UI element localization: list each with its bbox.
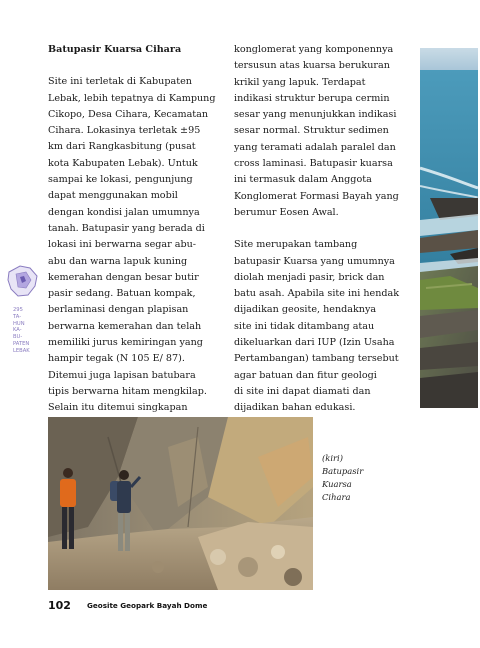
text-line: tersusun atas kuarsa berukuran <box>234 60 390 72</box>
text-line: berumur Eosen Awal. <box>234 206 339 218</box>
text-line: agar batuan dan fitur geologi <box>234 369 377 381</box>
right-paragraph-1 <box>234 42 412 221</box>
text-line: Site merupakan tambang <box>234 239 358 251</box>
edge-label-line: LEBAK <box>13 347 30 354</box>
text-line: pasir sedang. Batuan kompak, <box>48 288 196 300</box>
text-line: Ditemui juga lapisan batubara <box>48 369 196 381</box>
text-line: batupasir Kuarsa yang umumnya <box>234 255 395 267</box>
text-line: batu asah. Apabila site ini hendak <box>234 288 400 300</box>
caption-line: (kiri) <box>322 453 343 463</box>
text-line: dijadikan bahan edukasi. <box>234 402 356 414</box>
text-line: kota Kabupaten Lebak). Untuk <box>48 157 198 169</box>
text-line: konglomerat yang komponennya <box>234 44 394 55</box>
photo-caption <box>322 452 392 504</box>
text-line: Konglomerat Formasi Bayah yang <box>234 190 399 202</box>
page-number: 102 <box>48 599 71 612</box>
text-line: yang teramati adalah paralel dan <box>234 141 396 153</box>
text-line: dengan kondisi jalan umumnya <box>48 206 200 218</box>
outcrop-photo <box>48 417 313 590</box>
caption-line: Cihara <box>322 492 351 502</box>
caption-line: Batupasir <box>322 466 364 476</box>
text-line: site ini tidak ditambang atau <box>234 320 375 332</box>
edge-label-line: PATEN <box>13 340 30 347</box>
text-line: Pertambangan) tambang tersebut <box>234 353 399 365</box>
left-paragraph <box>48 74 218 416</box>
text-line: abu dan warna lapuk kuning <box>48 255 188 267</box>
text-line: berlaminasi dengan plapisan <box>48 304 189 316</box>
text-line: sesar normal. Struktur sedimen <box>234 125 389 137</box>
text-line: ini termasuk dalam Anggota <box>234 174 372 186</box>
text-line: lokasi ini berwarna segar abu- <box>48 239 197 251</box>
right-column <box>234 42 412 417</box>
edge-label-line: BU- <box>13 334 23 341</box>
text-line: cross laminasi. Batupasir kuarsa <box>234 158 393 170</box>
lebak-map-logo-icon <box>6 262 40 300</box>
text-line: hampir tegak (N 105 E/ 87). <box>48 353 185 365</box>
text-line: kemerahan dengan besar butir <box>48 271 199 283</box>
edge-label-line: TA- <box>13 313 22 320</box>
text-line: sesar yang menunjukkan indikasi <box>234 109 397 121</box>
text-line: dikeluarkan dari IUP (Izin Usaha <box>234 337 395 349</box>
text-line: memiliki jurus kemiringan yang <box>48 337 203 349</box>
edge-label-line: HUN <box>13 320 25 327</box>
text-line: Selain itu ditemui singkapan <box>48 402 188 414</box>
text-line: Site ini terletak di Kabupaten <box>48 76 192 88</box>
text-line: dapat menggunakan mobil <box>48 190 178 202</box>
caption-line: Kuarsa <box>322 479 352 489</box>
text-line: di site ini dapat diamati dan <box>234 385 371 397</box>
edge-label-line: 295 <box>13 307 23 313</box>
text-line: Cikopo, Desa Cihara, Kecamatan <box>48 108 209 120</box>
text-line: tipis berwarna hitam mengkilap. <box>48 385 207 397</box>
left-column <box>48 42 218 417</box>
coastal-cliff-photo <box>420 48 478 408</box>
text-line: diolah menjadi pasir, brick dan <box>234 271 385 283</box>
text-line: Cihara. Lokasinya terletak ±95 <box>48 125 201 137</box>
article-title: Batupasir Kuarsa Cihara <box>48 44 182 55</box>
text-line: dijadikan geosite, hendaknya <box>234 304 377 316</box>
text-line: indikasi struktur berupa cermin <box>234 92 390 104</box>
text-line: km dari Rangkasbitung (pusat <box>48 141 196 153</box>
publication-title: Geosite Geopark Bayah Dome <box>87 601 208 610</box>
edge-label-line: KA- <box>13 327 22 334</box>
text-line: tanah. Batupasir yang berada di <box>48 222 205 234</box>
text-line: berwarna kemerahan dan telah <box>48 320 202 332</box>
text-line: Lebak, lebih tepatnya di Kampung <box>48 92 216 104</box>
text-line: krikil yang lapuk. Terdapat <box>234 76 366 88</box>
text-line: sampai ke lokasi, pengunjung <box>48 174 193 186</box>
right-paragraph-2 <box>234 237 412 416</box>
edge-label <box>13 307 39 355</box>
